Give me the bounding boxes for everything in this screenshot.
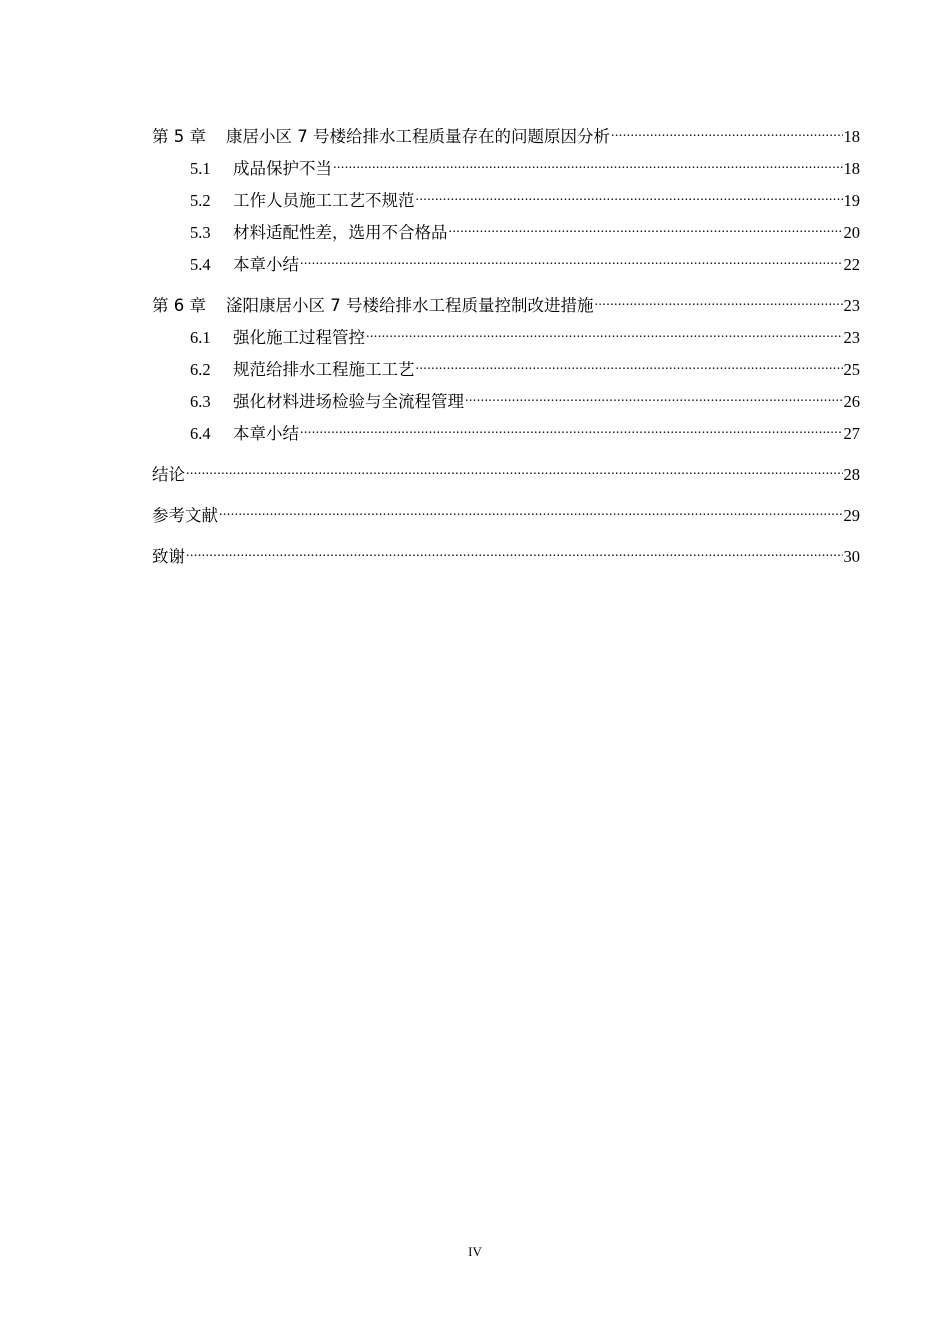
toc-entry-number: 6.3	[190, 392, 211, 411]
toc-entry-number: 6.2	[190, 360, 211, 379]
toc-entry-section-6-2[interactable]	[152, 355, 860, 379]
dot-leader	[595, 291, 843, 311]
toc-entry-page: 28	[843, 465, 860, 484]
table-of-contents	[152, 116, 860, 566]
toc-entry-page: 20	[843, 223, 860, 242]
toc-entry-section-6-4[interactable]	[152, 419, 860, 443]
toc-entry-chapter-5[interactable]	[152, 122, 860, 146]
toc-entry-number: 第 6 章	[152, 296, 206, 315]
toc-entry-page: 23	[843, 296, 860, 315]
toc-entry-section-6-1[interactable]	[152, 323, 860, 347]
toc-entry-page: 30	[843, 547, 860, 566]
dot-leader	[219, 501, 843, 521]
toc-entry-title: 致谢	[152, 547, 185, 566]
toc-entry-conclusion[interactable]	[152, 460, 860, 484]
toc-entry-number: 5.2	[190, 191, 211, 210]
dot-leader	[300, 419, 843, 439]
dot-leader	[186, 542, 843, 562]
toc-entry-references[interactable]	[152, 501, 860, 525]
dot-leader	[416, 186, 843, 206]
toc-entry-section-5-2[interactable]	[152, 186, 860, 210]
toc-entry-chapter-6[interactable]	[152, 291, 860, 315]
dot-leader	[186, 460, 843, 480]
toc-entry-page: 25	[843, 360, 860, 379]
toc-entry-page: 29	[843, 506, 860, 525]
toc-entry-title: 参考文献	[152, 506, 218, 525]
toc-entry-title: 康居小区 7 号楼给排水工程质量存在的问题原因分析	[226, 127, 610, 146]
dot-leader	[333, 154, 843, 174]
toc-entry-page: 22	[843, 255, 860, 274]
dot-leader	[449, 218, 843, 238]
toc-entry-page: 19	[843, 191, 860, 210]
toc-entry-number: 6.1	[190, 328, 211, 347]
toc-entry-title: 规范给排水工程施工工艺	[233, 360, 415, 379]
toc-entry-page: 18	[843, 159, 860, 178]
toc-entry-section-5-1[interactable]	[152, 154, 860, 178]
toc-entry-title: 本章小结	[233, 255, 299, 274]
toc-entry-title: 滏阳康居小区 7 号楼给排水工程质量控制改进措施	[226, 296, 594, 315]
toc-entry-title: 成品保护不当	[233, 159, 332, 178]
dot-leader	[300, 250, 843, 270]
dot-leader	[465, 387, 843, 407]
toc-entry-number: 6.4	[190, 424, 211, 443]
toc-entry-number: 5.3	[190, 223, 211, 242]
dot-leader	[611, 122, 843, 142]
toc-entry-section-5-3[interactable]	[152, 218, 860, 242]
toc-entry-title: 工作人员施工工艺不规范	[233, 191, 415, 210]
toc-entry-page: 27	[843, 424, 860, 443]
page-number-footer: IV	[468, 1244, 482, 1259]
dot-leader	[366, 323, 843, 343]
toc-entry-section-6-3[interactable]	[152, 387, 860, 411]
toc-entry-number: 第 5 章	[152, 127, 206, 146]
toc-entry-number: 5.4	[190, 255, 211, 274]
toc-entry-number: 5.1	[190, 159, 211, 178]
toc-entry-title: 结论	[152, 465, 185, 484]
toc-entry-section-5-4[interactable]	[152, 250, 860, 274]
toc-entry-acknowledgements[interactable]	[152, 542, 860, 566]
toc-entry-page: 18	[843, 127, 860, 146]
toc-entry-title: 强化材料进场检验与全流程管理	[233, 392, 464, 411]
toc-entry-page: 26	[843, 392, 860, 411]
toc-entry-title: 强化施工过程管控	[233, 328, 365, 347]
toc-entry-title: 本章小结	[233, 424, 299, 443]
toc-entry-page: 23	[843, 328, 860, 347]
toc-entry-title: 材料适配性差，选用不合格品	[233, 223, 448, 242]
dot-leader	[416, 355, 843, 375]
